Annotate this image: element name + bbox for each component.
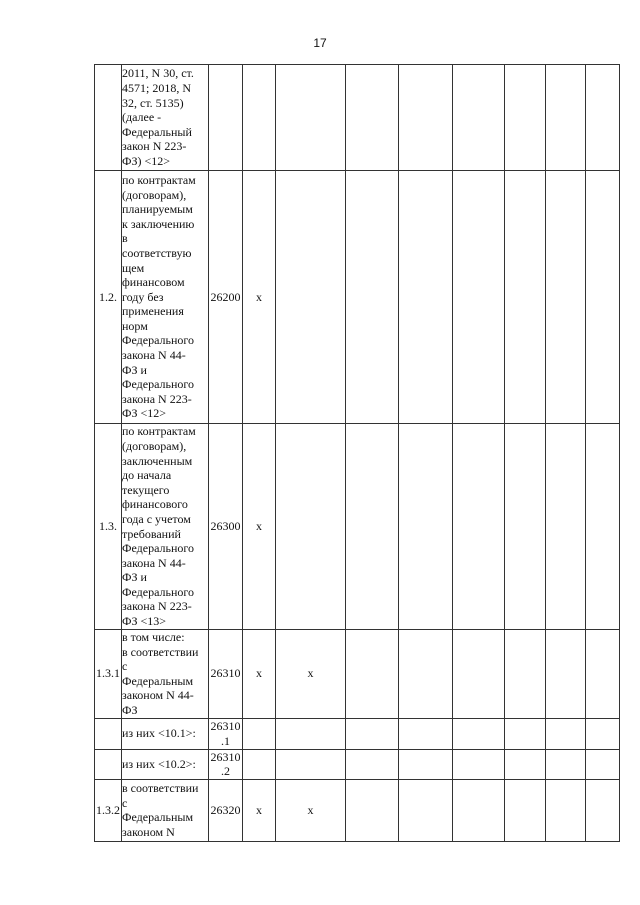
page-number: 17: [313, 36, 327, 50]
empty-cell: [399, 171, 453, 424]
empty-cell: [546, 65, 586, 171]
empty-cell: [346, 749, 399, 779]
column-4-cell: [243, 749, 276, 779]
empty-cell: [346, 718, 399, 749]
empty-cell: [346, 779, 399, 841]
empty-cell: [586, 630, 620, 719]
column-5-cell: [276, 424, 346, 630]
empty-cell: [505, 424, 546, 630]
description-cell: [122, 749, 209, 779]
description-text: 2011, N 30, ст. 4571; 2018, N 32, ст. 5135) (далее - Федеральный закон N 223- ФЗ) <12>: [122, 66, 194, 168]
description-text: из них <10.1>:: [122, 726, 196, 741]
empty-cell: [546, 630, 586, 719]
empty-cell: [453, 65, 505, 171]
row-number-cell: 1.3.1: [95, 630, 122, 719]
column-5-cell: [276, 749, 346, 779]
description-cell: [122, 65, 209, 171]
description-text: из них <10.2>:: [122, 756, 196, 771]
empty-cell: [453, 171, 505, 424]
column-4-cell: x: [243, 630, 276, 719]
column-5-cell: x: [276, 630, 346, 719]
empty-cell: [586, 424, 620, 630]
description-cell: [122, 171, 209, 424]
column-4-cell: x: [243, 779, 276, 841]
empty-cell: [346, 424, 399, 630]
row-code-cell: 26310 .1: [210, 718, 241, 748]
empty-cell: [453, 630, 505, 719]
empty-cell: [453, 779, 505, 841]
empty-cell: [399, 424, 453, 630]
description-text: по контрактам (договорам), заключенным до начала текущего финансового года с учетом требований Федерального закона N 44- ФЗ и Федерального закона N 223- ФЗ <13>: [122, 424, 196, 629]
table-row[interactable]: [95, 630, 620, 719]
empty-cell: [505, 718, 546, 749]
row-number-cell: 1.3.2: [95, 779, 122, 841]
row-number-cell: [95, 749, 122, 779]
table-row[interactable]: [95, 718, 620, 749]
table-row[interactable]: [95, 749, 620, 779]
row-number-cell: [95, 65, 122, 171]
empty-cell: [346, 65, 399, 171]
empty-cell: [505, 171, 546, 424]
row-code-cell: [209, 65, 243, 171]
column-5-cell: [276, 171, 346, 424]
column-4-cell: x: [243, 424, 276, 630]
empty-cell: [505, 630, 546, 719]
column-4-cell: x: [243, 171, 276, 424]
table-row[interactable]: [95, 424, 620, 630]
description-text: в соответствии с Федеральным законом N: [122, 781, 199, 839]
column-5-cell: x: [276, 779, 346, 841]
column-5-cell: [276, 718, 346, 749]
empty-cell: [346, 630, 399, 719]
empty-cell: [399, 65, 453, 171]
description-cell: [122, 779, 209, 841]
empty-cell: [546, 779, 586, 841]
empty-cell: [399, 630, 453, 719]
description-cell: [122, 630, 209, 719]
empty-cell: [546, 171, 586, 424]
table-row[interactable]: [95, 65, 620, 171]
empty-cell: [586, 779, 620, 841]
row-code-cell: 26200: [209, 171, 243, 424]
empty-cell: [453, 749, 505, 779]
column-5-cell: [276, 65, 346, 171]
empty-cell: [505, 779, 546, 841]
table-row[interactable]: [95, 171, 620, 424]
description-cell: [122, 424, 209, 630]
empty-cell: [505, 65, 546, 171]
empty-cell: [453, 424, 505, 630]
row-code-cell: 26310: [209, 630, 243, 719]
row-number-cell: [95, 718, 122, 749]
row-number-cell: 1.2.: [95, 171, 122, 424]
column-4-cell: [243, 718, 276, 749]
empty-cell: [399, 779, 453, 841]
row-code-cell: 26320: [209, 779, 243, 841]
empty-cell: [586, 718, 620, 749]
empty-cell: [586, 749, 620, 779]
table-row[interactable]: [95, 779, 620, 841]
empty-cell: [546, 718, 586, 749]
description-cell: [122, 718, 209, 749]
empty-cell: [546, 424, 586, 630]
description-text: в том числе: в соответствии с Федеральным законом N 44- ФЗ: [122, 630, 199, 717]
row-code-cell: 26300: [209, 424, 243, 630]
row-code-cell: 26310 .2: [210, 749, 241, 779]
empty-cell: [586, 171, 620, 424]
column-4-cell: [243, 65, 276, 171]
empty-cell: [453, 718, 505, 749]
description-text: по контрактам (договорам), планируемым к заключению в соответствую щем финансовом году без применения норм Федерального закона N 44- ФЗ и Федерального закона N 223- ФЗ <12>: [122, 172, 196, 421]
empty-cell: [586, 65, 620, 171]
budget-table: [94, 64, 620, 842]
empty-cell: [346, 171, 399, 424]
empty-cell: [399, 749, 453, 779]
empty-cell: [505, 749, 546, 779]
empty-cell: [399, 718, 453, 749]
row-number-cell: 1.3.: [95, 424, 122, 630]
empty-cell: [546, 749, 586, 779]
